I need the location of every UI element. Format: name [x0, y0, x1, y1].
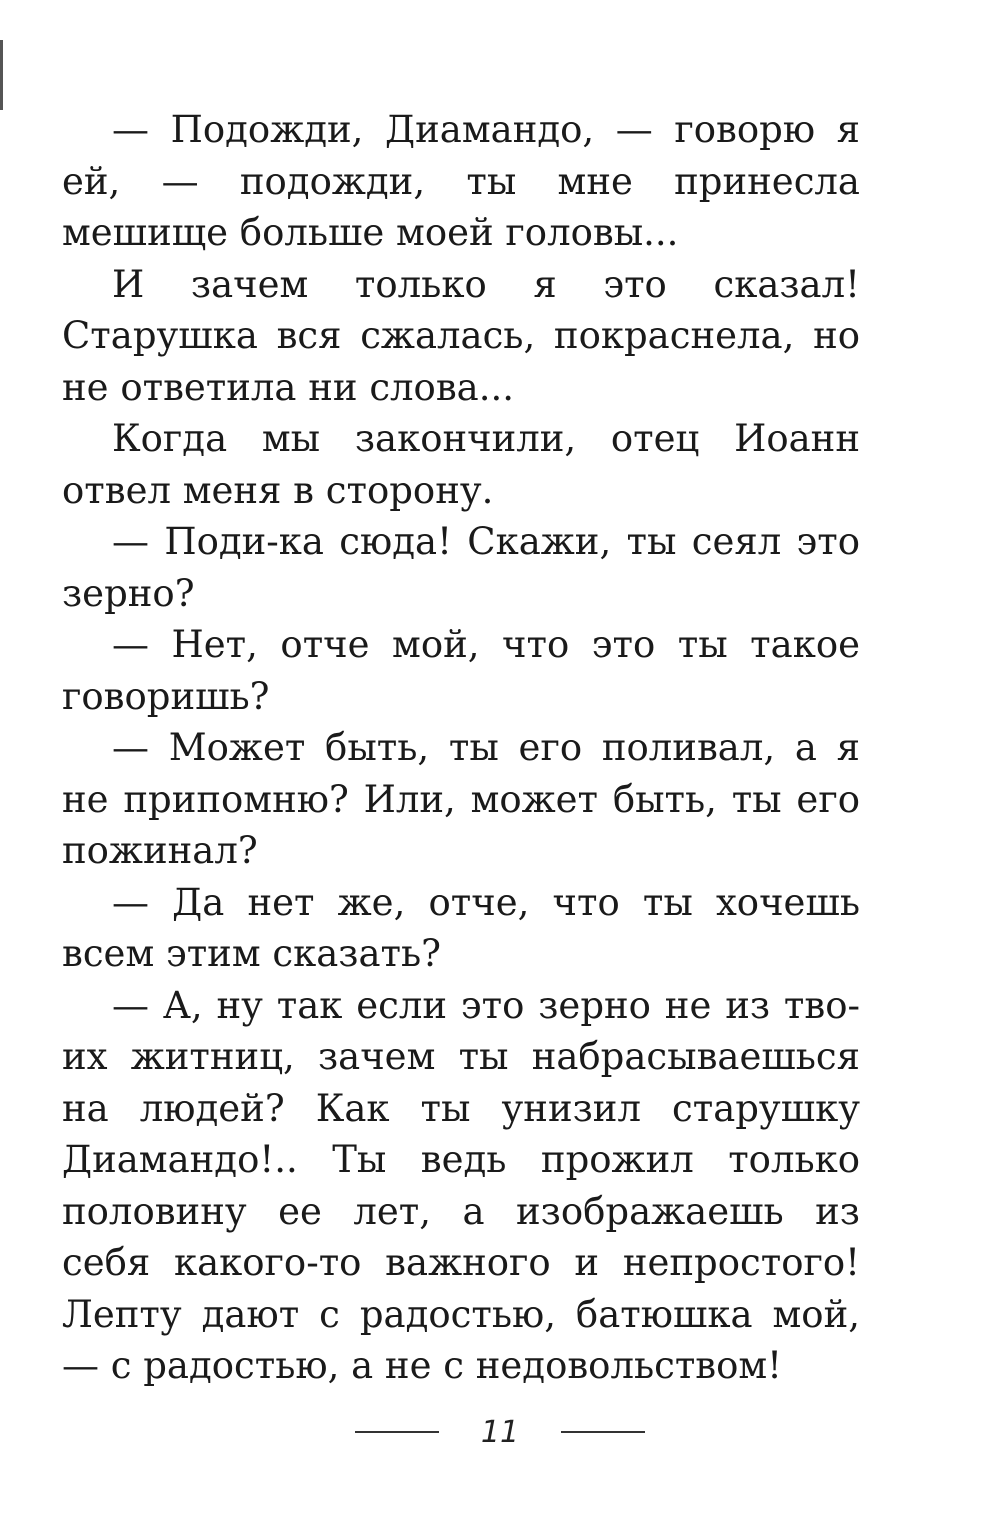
paragraph-3: Когда мы закончили, отец Иоанн отвел меня в сторону. [62, 417, 860, 512]
page-footer [0, 1412, 1000, 1452]
paragraph-5: — Нет, отче мой, что это ты такое говоришь? [62, 623, 860, 718]
footer-rule-right [561, 1431, 645, 1433]
page-number: 11 [480, 1414, 520, 1450]
page-edge-mark [0, 40, 3, 110]
paragraph-2: И зачем только я это сказал! Старушка вся сжалась, покраснела, но не ответила ни слова... [62, 262, 860, 409]
paragraph-4: — Поди-ка сюда! Скажи, ты сеял это зерно? [62, 520, 860, 615]
footer-rule-left [355, 1431, 439, 1433]
paragraph-7: — Да нет же, отче, что ты хочешь всем этим сказать? [62, 880, 860, 975]
paragraph-8: — А, ну так если это зерно не из твоих житниц, зачем ты набрасываешься на людей? Как ты унизил старушку Диамандо!.. Ты ведь прожил только половину ее лет, а изображаешь из себя какого-то важного и непростого! Лепту дают с радостью, батюшка мой, — с радостью, а не с недовольством! [62, 983, 860, 1387]
paragraph-1: — Подожди, Диамандо, — говорю я ей, — подожди, ты мне принесла мешище больше моей головы... [62, 108, 860, 254]
paragraph-6: — Может быть, ты его поливал, а я не припомню? Или, может быть, ты его пожинал? [62, 726, 860, 872]
body-text [62, 104, 860, 1392]
